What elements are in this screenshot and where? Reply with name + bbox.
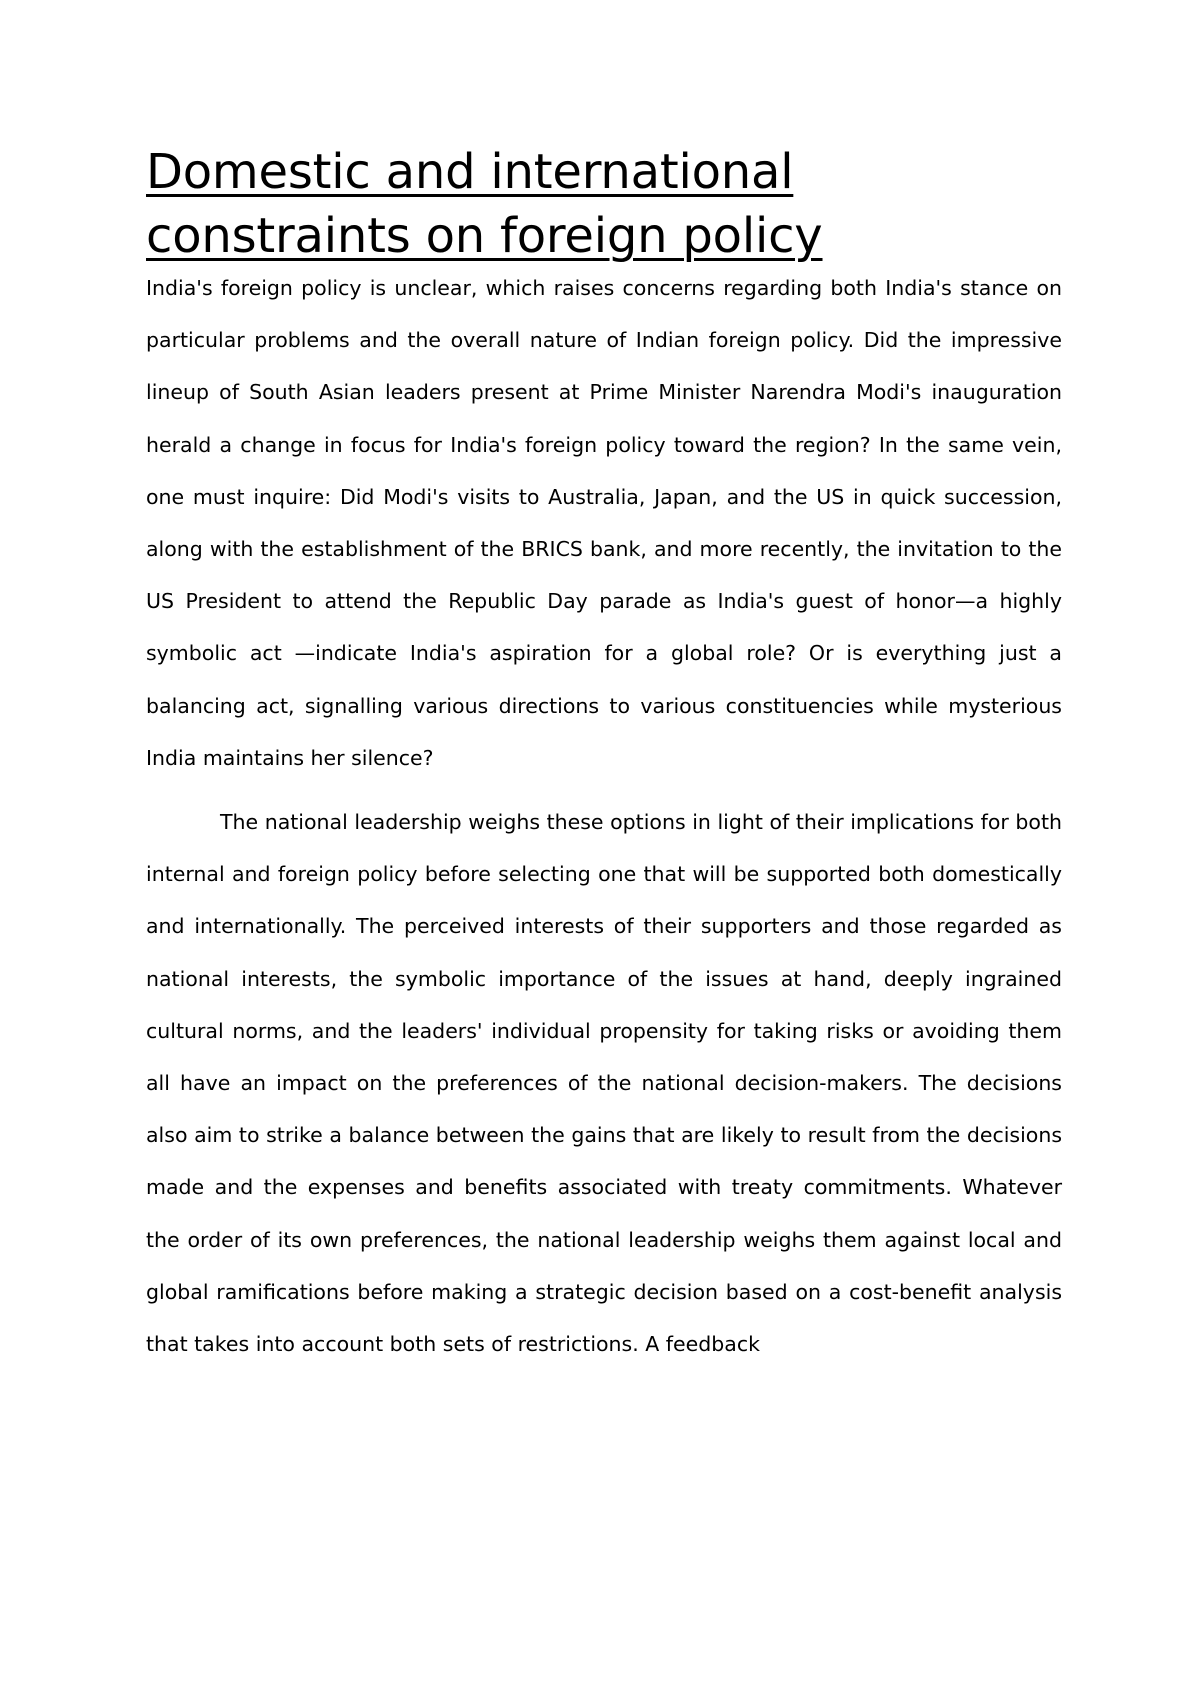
- document-body: [146, 140, 1062, 1370]
- document-title: Domestic and international constraints on foreign policy: [146, 144, 823, 264]
- paragraph-2: The national leadership weighs these options in light of their implications for both internal and foreign policy before selecting one that will be supported both domestically and internationally. The perceived interests of their supporters and those regarded as national interests, the symbolic importance of the issues at hand, deeply ingrained cultural norms, and the leaders' individual propensity for taking risks or avoiding them all have an impact on the preferences of the national decision-makers. The decisions also aim to strike a balance between the gains that are likely to result from the decisions made and the expenses and benefits associated with treaty commitments. Whatever the order of its own preferences, the national leadership weighs them against local and global ramifications before making a strategic decision based on a cost-benefit analysis that takes into account both sets of restrictions. A feedback: [146, 810, 1062, 1357]
- paragraph-1: India's foreign policy is unclear, which raises concerns regarding both India's stance on particular problems and the overall nature of Indian foreign policy. Did the impressive lineup of South Asian leaders present at Prime Minister Narendra Modi's inauguration herald a change in focus for India's foreign policy toward the region? In the same vein, one must inquire: Did Modi's visits to Australia, Japan, and the US in quick succession, along with the establishment of the BRICS bank, and more recently, the invitation to the US President to attend the Republic Day parade as India's guest of honor—a highly symbolic act —indicate India's aspiration for a global role? Or is everything just a balancing act, signalling various directions to various constituencies while mysterious India maintains her silence?: [146, 276, 1062, 770]
